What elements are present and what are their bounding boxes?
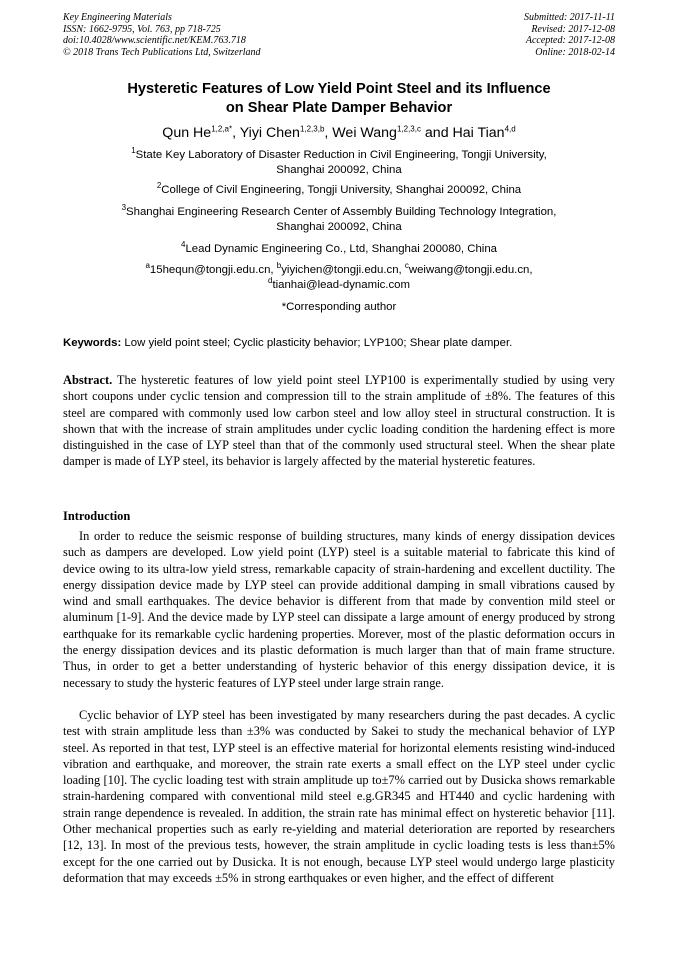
email-sup: d <box>267 276 273 286</box>
keywords-label: Keywords: <box>63 337 122 349</box>
author-sep: and <box>420 125 453 141</box>
affiliation-line: College of Civil Engineering, Tongji University, Shanghai 200092, China <box>161 184 522 196</box>
affiliation-3 <box>63 205 615 235</box>
affiliation-sup: 1 <box>131 146 136 156</box>
dates-header <box>524 12 615 58</box>
keywords-text: Low yield point steel; Cyclic plasticity behavior; LYP100; Shear plate damper. <box>121 337 513 349</box>
journal-copyright: © 2018 Trans Tech Publications Ltd, Switzerland <box>63 46 261 58</box>
email-list: $^a$15hequn@tongji.edu.cn, $^b$yiyichen@tongji.edu.cn, $^c$weiwang@tongji.edu.cn, $^d$tianhai@lead-dynamic.com <box>145 261 533 292</box>
corresponding-note: *Corresponding author <box>281 301 397 313</box>
author-sep: , <box>324 125 333 141</box>
author-sup: 1,2,a* <box>211 124 233 134</box>
journal-name: Key Engineering Materials <box>63 12 172 23</box>
email-sup: c <box>404 261 409 271</box>
affiliation-4 <box>63 242 615 257</box>
author-sup: 4,d <box>504 124 516 134</box>
affiliation-sup: 4 <box>180 240 186 250</box>
email-sup: a <box>145 261 150 271</box>
author-sup: 1,2,3,c <box>396 124 421 134</box>
email-sup: b <box>276 261 282 271</box>
affiliation-sup: 2 <box>156 181 162 191</box>
journal-issn: ISSN: 1662-9795, Vol. 763, pp 718-725 <box>63 23 221 35</box>
journal-doi: doi:10.4028/www.scientific.net/KEM.763.718 <box>63 35 246 47</box>
affiliation-line: Lead Dynamic Engineering Co., Ltd, Shanghai 200080, China <box>185 243 497 255</box>
keywords <box>63 336 615 351</box>
affiliation-line: Shanghai 200092, China <box>276 164 402 177</box>
intro-paragraph-1: In order to reduce the seismic response of building structures, many kinds of energy dissipation devices such as dampers are developed. Low yield point (LYP) steel is a suitable material to fabricate this kind of device owing to its ultra-low yield stress, remarkable capacity of strain-hardening and excellent ductility. The energy dissipation device made by LYP steel can provide additional damping in small vibrations caused by wind and small earthquakes. The device behavior is different from that made by convention mild steel or aluminum [1-9]. And the device made by LYP steel can dissipate a large amount of energy produced by strong earthquake for its remarkable cyclic hardening properties. Morever, most of the plastic deformation occurs in the energy dissipation devices and its plastic deformation is much larger than that of main frame structure. Thus, in order to get a better understanding of hysteric behavior of this energy dissipation device, it is necessary to study the hysteric features of LYP steel under large strain range. <box>63 529 615 690</box>
title-line-2: on Shear Plate Damper Behavior <box>225 99 453 116</box>
abstract-text: The hysteretic features of low yield point steel LYP100 is experimentally studied by using very short coupons under cyclic tension and compression till to the strain amplitude of ±8%. The features of this steel are compared with commonly used low carbon steel and low alloy steel in structural construction. It is shown that with the increase of strain amplitudes under cyclic loading condition the hardening effect is more distinguished in the case of LYP steel than that of the commonly used structural steel. When the shear plate damper is made of LYP steel, its behavior is largely affected by the material hysteretic features. <box>63 373 615 469</box>
author-name: Hai Tian <box>452 125 505 141</box>
author-name: Wei Wang <box>332 125 397 141</box>
affiliation-line: State Key Laboratory of Disaster Reduction in Civil Engineering, Tongji University, <box>135 149 547 161</box>
author-name: Qun He <box>162 125 212 141</box>
abstract-label: Abstract. <box>63 373 113 387</box>
date-online: Online: 2018-02-14 <box>535 46 615 58</box>
affiliation-1 <box>63 148 615 178</box>
email-address: tianhai@lead-dynamic.com <box>272 279 410 292</box>
section-heading: Introduction <box>63 509 131 523</box>
affiliation-line: Shanghai Engineering Research Center of Assembly Building Technology Integration, <box>126 206 557 218</box>
affiliation-sup: 3 <box>121 203 127 213</box>
email-address: yiyichen@tongji.edu.cn <box>281 264 399 276</box>
title-line-1: Hysteretic Features of Low Yield Point Steel and its Influence <box>127 81 551 97</box>
email-address: weiwang@tongji.edu.cn <box>408 264 530 276</box>
date-accepted: Accepted: 2017-12-08 <box>525 35 615 47</box>
paper-title <box>63 80 615 117</box>
abstract <box>63 372 615 470</box>
email-address: 15hequn@tongji.edu.cn <box>149 264 271 276</box>
author-name: Yiyi Chen <box>239 125 300 141</box>
affiliation-2 <box>63 183 615 198</box>
affiliation-line: Shanghai 200092, China <box>276 221 402 234</box>
date-revised: Revised: 2017-12-08 <box>531 23 615 35</box>
author-sep: , <box>232 125 240 141</box>
date-submitted: Submitted: 2017-11-11 <box>523 12 615 23</box>
author-list <box>63 124 615 142</box>
intro-paragraph-2: Cyclic behavior of LYP steel has been investigated by many researchers during the past decades. A cyclic test with strain amplitude less than ±3% was conducted by Sakei to study the mechanical behavior of LYP steel. As reported in that test, LYP steel is an effective material for horizontal elements resisting wind-induced vibration and earthquake, and moreover, the strain rate exerts a small effect on the LYP steel under cyclic loading [10]. The cyclic loading test with strain amplitude up to±7% carried out by Dusicka shows remarkable strain-hardening compared with conventional mild steel e.g.GR345 and HT440 and cyclic hardening with strain range dependence is revealed. In addition, the strain rate has minimal effect on hysteretic behavior [11]. Other mechanical properties such as early re-yielding and material deterioration are reported by researchers [12, 13]. In most of the previous tests, however, the strain amplitude in cyclic loading tests is less than±5% except for the one carried out by Dusicka. It is not enough, because LYP steel would undergo large plasticity deformation that may exceeds ±5% in strong earthquakes or even higher, and the effect of different <box>63 708 615 885</box>
author-sup: 1,2,3,b <box>299 124 325 134</box>
journal-header <box>63 12 261 58</box>
